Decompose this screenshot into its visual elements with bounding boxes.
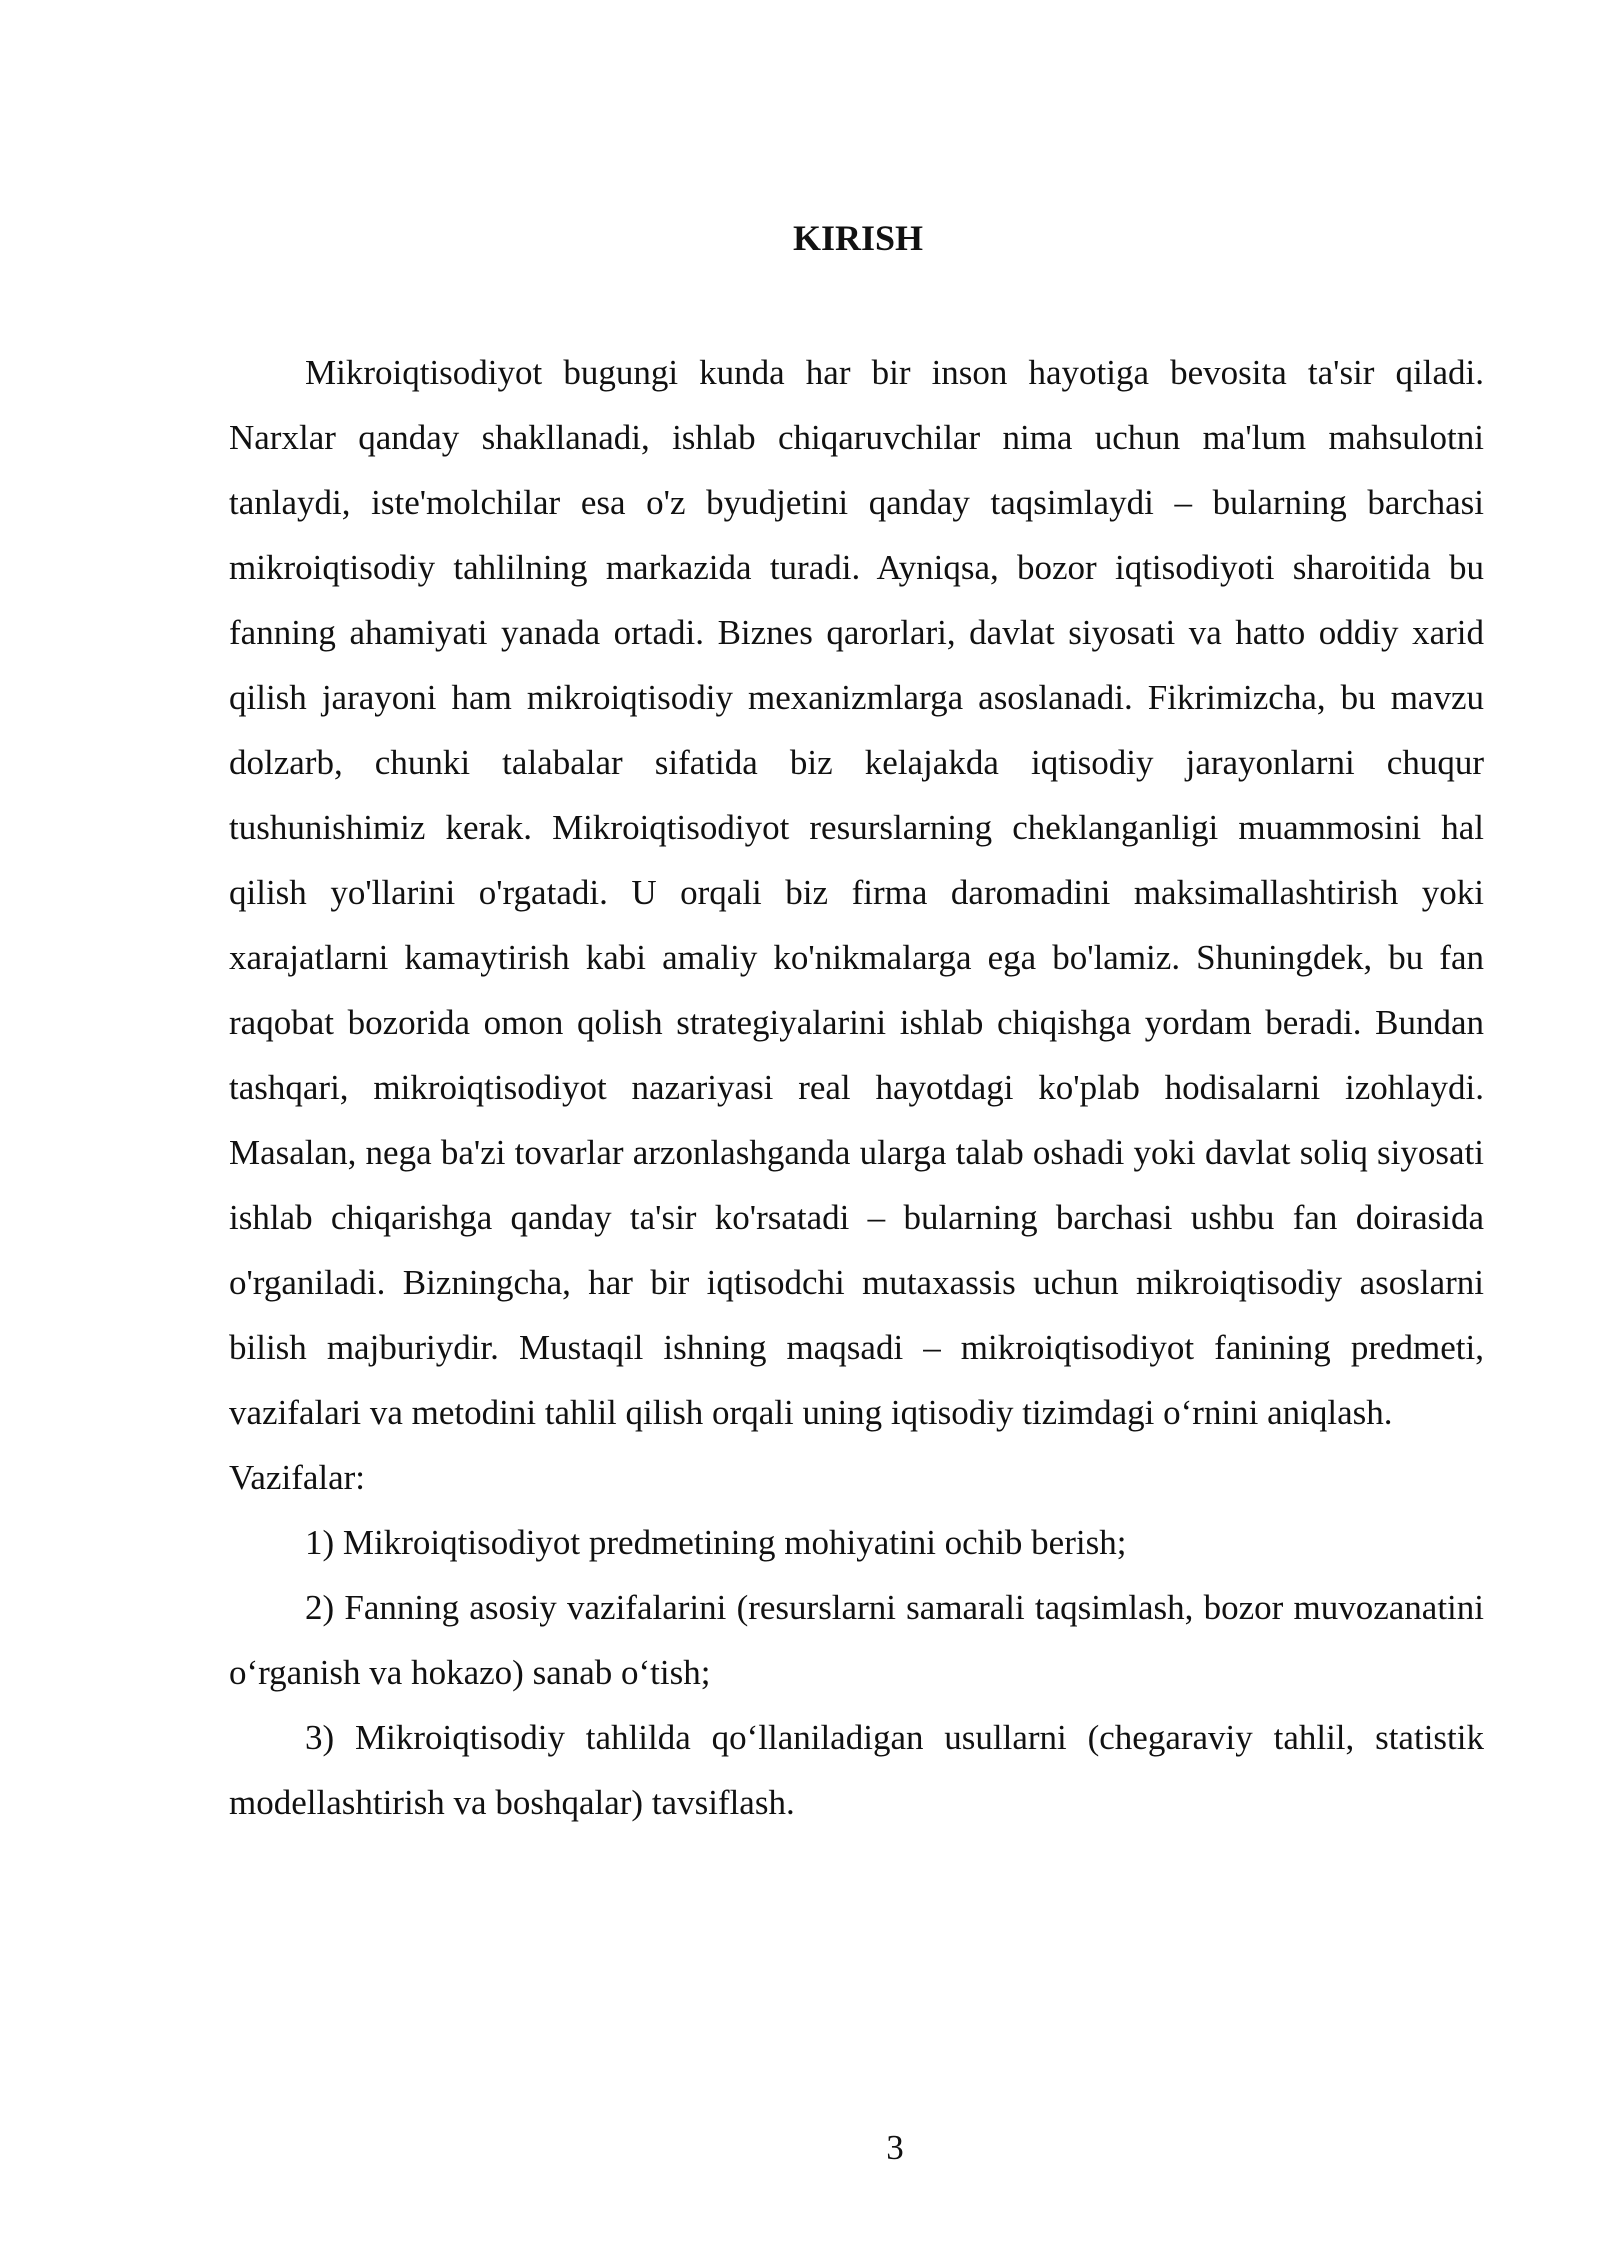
task-item-1: 1) Mikroiqtisodiyot predmetining mohiyatini ochib berish;	[305, 1523, 1127, 1562]
task-item-2: 2) Fanning asosiy vazifalarini (resurslarni samarali taqsimlash, bozor muvozanatini o‘rganish va hokazo) sanab o‘tish;	[229, 1588, 1484, 1692]
intro-paragraph: Mikroiqtisodiyot bugungi kunda har bir inson hayotiga bevosita ta'sir qiladi. Narxlar qanday shakllanadi, ishlab chiqaruvchilar nima uchun ma'lum mahsulotni tanlaydi, iste'molchilar esa o'z byudjetini qanday taqsimlaydi – bularning barchasi mikroiqtisodiy tahlilning markazida turadi. Ayniqsa, bozor iqtisodiyoti sharoitida bu fanning ahamiyati yanada ortadi. Biznes qarorlari, davlat siyosati va hatto oddiy xarid qilish jarayoni ham mikroiqtisodiy mexanizmlarga asoslanadi. Fikrimizcha, bu mavzu dolzarb, chunki talabalar sifatida biz kelajakda iqtisodiy jarayonlarni chuqur tushunishimiz kerak. Mikroiqtisodiyot resurslarning cheklanganligi muammosini hal qilish yo'llarini o'rgatadi. U orqali biz firma daromadini maksimallashtirish yoki xarajatlarni kamaytirish kabi amaliy ko'nikmalarga ega bo'lamiz. Shuningdek, bu fan raqobat bozorida omon qolish strategiyalarini ishlab chiqishga yordam beradi. Bundan tashqari, mikroiqtisodiyot nazariyasi real hayotdagi ko'plab hodisalarni izohlaydi. Masalan, nega ba'zi tovarlar arzonlashganda ularga talab oshadi yoki davlat soliq siyosati ishlab chiqarishga qanday ta'sir ko'rsatadi – bularning barchasi ushbu fan doirasida o'rganiladi. Bizningcha, har bir iqtisodchi mutaxassis uchun mikroiqtisodiy asoslarni bilish majburiydir. Mustaqil ishning maqsadi – mikroiqtisodiyot fanining predmeti, vazifalari va metodini tahlil qilish orqali uning iqtisodiy tizimdagi o‘rnini aniqlash.	[229, 353, 1484, 1432]
task-item-3: 3) Mikroiqtisodiy tahlilda qo‘llaniladigan usullarni (chegaraviy tahlil, statistik modellashtirish va boshqalar) tavsiflash.	[229, 1718, 1484, 1822]
body-text	[229, 340, 1484, 1835]
section-heading: KIRISH	[792, 218, 924, 258]
tasks-label: Vazifalar:	[229, 1458, 366, 1497]
page-number: 3	[886, 2128, 904, 2167]
